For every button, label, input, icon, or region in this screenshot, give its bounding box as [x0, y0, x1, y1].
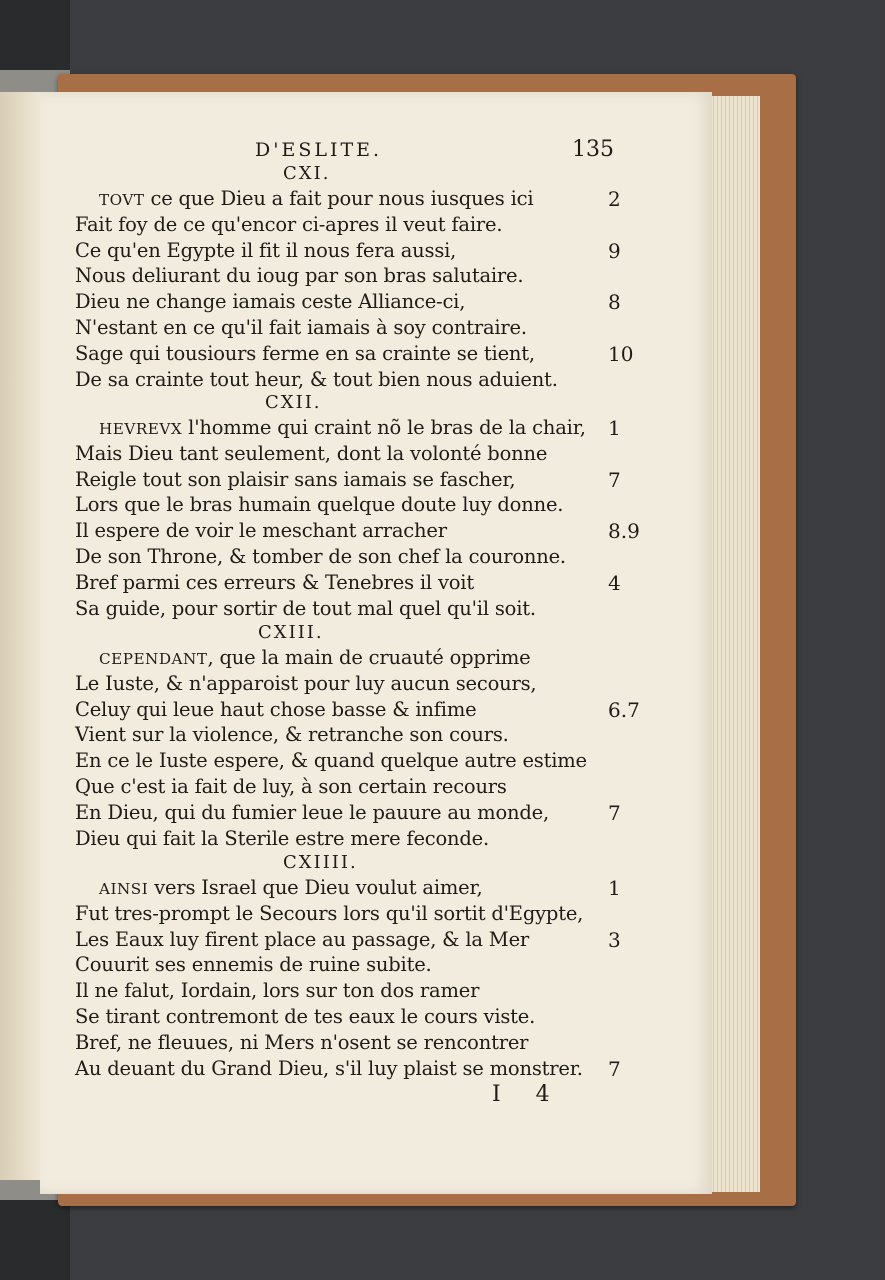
- verse-line: [75, 748, 587, 774]
- verse-line: [75, 341, 535, 367]
- verse-line: [75, 518, 447, 544]
- verse-text: Celuy qui leue haut chose basse & infime: [75, 697, 477, 721]
- verse-text: , que la main de cruauté opprime: [207, 646, 531, 669]
- verse-lead-word: AINSI: [99, 880, 149, 898]
- verse-text: Nous deliurant du ioug par son bras salutaire.: [75, 264, 524, 288]
- verse-line: [75, 212, 502, 238]
- verse-reference: 9: [608, 238, 621, 263]
- verse-text: Sa guide, pour sortir de tout mal quel qu'il soit.: [75, 596, 536, 620]
- verse-reference: 8: [608, 290, 621, 315]
- verse-line: [75, 722, 509, 748]
- verse-line: [99, 645, 531, 672]
- page-number: 135: [572, 137, 614, 162]
- verse-line: [99, 415, 586, 442]
- verse-line: [75, 263, 523, 289]
- verse-text: Les Eaux luy firent place au passage, & la Mer: [75, 927, 530, 951]
- verse-line: [75, 901, 583, 927]
- verse-text: Lors que le bras humain quelque doute luy donne.: [75, 493, 564, 517]
- verse-text: Il ne falut, Iordain, lors sur ton dos ramer: [75, 979, 480, 1003]
- verse-line: [75, 1030, 528, 1056]
- verse-text: Reigle tout son plaisir sans iamais se fascher,: [75, 467, 516, 491]
- stanza-heading: CXI.: [283, 163, 331, 184]
- running-title: D'ESLITE.: [255, 139, 383, 161]
- verse-reference: 8.9: [608, 519, 640, 544]
- verse-line: [75, 315, 527, 341]
- verse-reference: 1: [608, 416, 621, 440]
- verse-reference: 2: [608, 187, 621, 211]
- verse-text: Il espere de voir le meschant arracher: [75, 519, 447, 543]
- verse-text: N'estant en ce qu'il fait iamais à soy contraire.: [75, 316, 527, 339]
- verse-text: Fait foy de ce qu'encor ci-apres il veut faire.: [75, 212, 503, 236]
- verse-line: [75, 1004, 535, 1030]
- verse-text: Vient sur la violence, & retranche son cours.: [75, 723, 509, 747]
- verse-text: l'homme qui craint nõ le bras de la chair,: [182, 416, 586, 439]
- verse-text: vers Israel que Dieu voulut aimer,: [148, 876, 483, 899]
- verse-line: [99, 875, 483, 902]
- verse-reference: 7: [608, 467, 621, 492]
- verse-text: Bref parmi ces erreurs & Tenebres il voit: [75, 570, 474, 594]
- verse-text: Fut tres-prompt le Secours lors qu'il sortit d'Egypte,: [75, 901, 584, 925]
- verse-text: En Dieu, qui du fumier leue le pauure au monde,: [75, 800, 549, 824]
- verse-text: Sage qui tousiours ferme en sa crainte se tient,: [75, 341, 535, 365]
- verse-text: Mais Dieu tant seulement, dont la volonté bonne: [75, 441, 548, 465]
- stanza-heading: CXIII.: [258, 622, 324, 643]
- verse-line: [75, 238, 456, 264]
- verse-text: Dieu ne change iamais ceste Alliance-ci,: [75, 290, 466, 314]
- verse-line: [75, 367, 558, 393]
- verse-line: [75, 952, 432, 978]
- verse-reference: 10: [608, 341, 634, 366]
- verse-line: [99, 186, 533, 213]
- signature-mark: I 4: [492, 1082, 564, 1107]
- verse-line: [75, 570, 474, 596]
- verse-reference: 3: [608, 927, 621, 952]
- verse-text: Bref, ne fleuues, ni Mers n'osent se rencontrer: [75, 1030, 529, 1054]
- verse-line: [75, 544, 566, 570]
- verse-line: [75, 492, 563, 518]
- stanza-heading: CXIIII.: [283, 852, 358, 873]
- verse-line: [75, 1056, 583, 1082]
- verse-line: [75, 289, 465, 315]
- verse-line: [75, 441, 547, 467]
- verse-text: Dieu qui fait la Sterile estre mere feconde.: [75, 826, 490, 850]
- verse-line: [75, 927, 529, 953]
- verse-reference: 7: [608, 1056, 621, 1081]
- verse-line: [75, 467, 515, 493]
- stanza-heading: CXII.: [265, 392, 322, 413]
- verse-line: [75, 697, 476, 723]
- verse-text: Que c'est ia fait de luy, à son certain recours: [75, 775, 507, 798]
- verse-text: De son Throne, & tomber de son chef la couronne.: [75, 545, 566, 568]
- verse-lead-word: HEVREVX: [99, 420, 183, 438]
- verse-line: [75, 774, 507, 800]
- verse-line: [75, 826, 489, 852]
- verse-reference: 7: [608, 800, 621, 825]
- verse-text: En ce le Iuste espere, & quand quelque autre estime: [75, 749, 587, 773]
- verse-line: [75, 671, 536, 697]
- verse-lead-word: TOVT: [99, 191, 145, 209]
- verse-reference: 6.7: [608, 697, 640, 722]
- verse-reference: 4: [608, 570, 621, 595]
- verse-line: [75, 596, 536, 622]
- verse-text: Le Iuste, & n'apparoist pour luy aucun secours,: [75, 671, 537, 695]
- verse-reference: 1: [608, 876, 621, 900]
- previous-page-edge: [0, 90, 41, 1190]
- verse-text: De sa crainte tout heur, & tout bien nous aduient.: [75, 367, 558, 391]
- verse-text: Couurit ses ennemis de ruine subite.: [75, 953, 432, 977]
- verse-lead-word: CEPENDANT: [99, 650, 208, 668]
- verse-text: ce que Dieu a fait pour nous iusques ici: [144, 187, 534, 210]
- verse-text: Se tirant contremont de tes eaux le cours viste.: [75, 1005, 536, 1028]
- verse-text: Au deuant du Grand Dieu, s'il luy plaist se monstrer.: [75, 1056, 583, 1080]
- verse-line: [75, 978, 479, 1004]
- verse-line: [75, 800, 549, 826]
- verse-text: Ce qu'en Egypte il fit il nous fera aussi,: [75, 238, 457, 262]
